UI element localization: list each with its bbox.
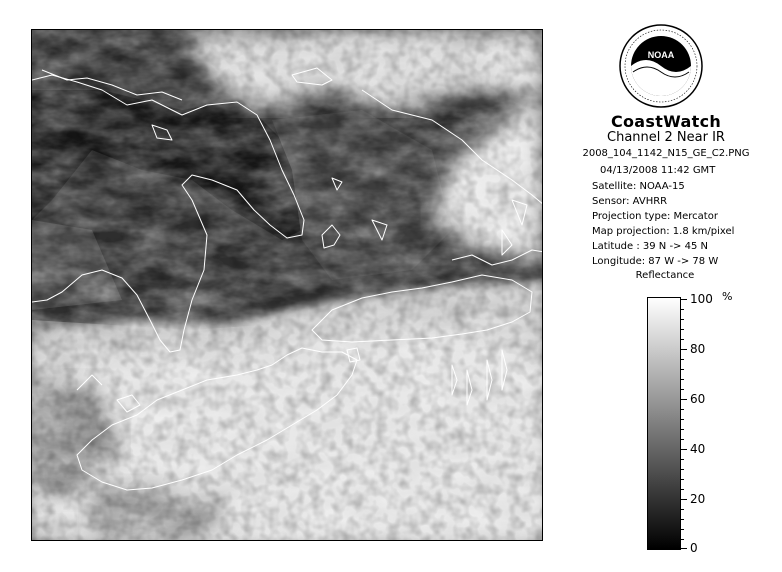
minor-tick bbox=[681, 479, 684, 480]
tick-label-0: 0 bbox=[690, 541, 698, 555]
channel-title: Channel 2 Near IR bbox=[607, 130, 725, 145]
reflectance-colorbar bbox=[647, 297, 681, 550]
tick-label-80: 80 bbox=[690, 342, 706, 356]
tick-label-20: 20 bbox=[690, 492, 706, 506]
minor-tick bbox=[681, 529, 684, 530]
minor-tick bbox=[681, 459, 684, 460]
minor-tick bbox=[681, 469, 684, 470]
minor-tick bbox=[681, 419, 684, 420]
major-tick bbox=[681, 548, 687, 549]
tick-label-60: 60 bbox=[690, 392, 706, 406]
noaa-logo bbox=[619, 24, 703, 108]
file-name: 2008_104_1142_N15_GE_C2.PNG bbox=[582, 148, 750, 159]
app-title: CoastWatch bbox=[610, 112, 722, 131]
minor-tick bbox=[681, 369, 684, 370]
major-tick bbox=[681, 499, 687, 500]
minor-tick bbox=[681, 509, 684, 510]
major-tick bbox=[681, 449, 687, 450]
minor-tick bbox=[681, 309, 684, 310]
minor-tick bbox=[681, 439, 684, 440]
longitude-range: Longitude: 87 W -> 78 W bbox=[592, 256, 719, 267]
minor-tick bbox=[681, 339, 684, 340]
minor-tick bbox=[681, 539, 684, 540]
minor-tick bbox=[681, 519, 684, 520]
tick-label-100: 100 bbox=[690, 292, 713, 306]
latitude-range: Latitude : 39 N -> 45 N bbox=[592, 241, 708, 252]
datetime: 04/13/2008 11:42 GMT bbox=[600, 165, 716, 176]
minor-tick bbox=[681, 359, 684, 360]
minor-tick bbox=[681, 329, 684, 330]
map-projection: Map projection: 1.8 km/pixel bbox=[592, 226, 735, 237]
minor-tick bbox=[681, 319, 684, 320]
minor-tick bbox=[681, 379, 684, 380]
minor-tick bbox=[681, 409, 684, 410]
sensor-info: Sensor: AVHRR bbox=[592, 196, 668, 207]
tick-label-40: 40 bbox=[690, 442, 706, 456]
logo-text: NOAA bbox=[647, 50, 675, 60]
minor-tick bbox=[681, 389, 684, 390]
scale-unit: % bbox=[722, 290, 733, 303]
major-tick bbox=[681, 399, 687, 400]
satellite-image bbox=[31, 29, 543, 541]
minor-tick bbox=[681, 429, 684, 430]
satellite-info: Satellite: NOAA-15 bbox=[592, 181, 685, 192]
projection-type: Projection type: Mercator bbox=[592, 211, 718, 222]
major-tick bbox=[681, 299, 687, 300]
minor-tick bbox=[681, 489, 684, 490]
scale-label: Reflectance bbox=[635, 270, 695, 281]
major-tick bbox=[681, 349, 687, 350]
